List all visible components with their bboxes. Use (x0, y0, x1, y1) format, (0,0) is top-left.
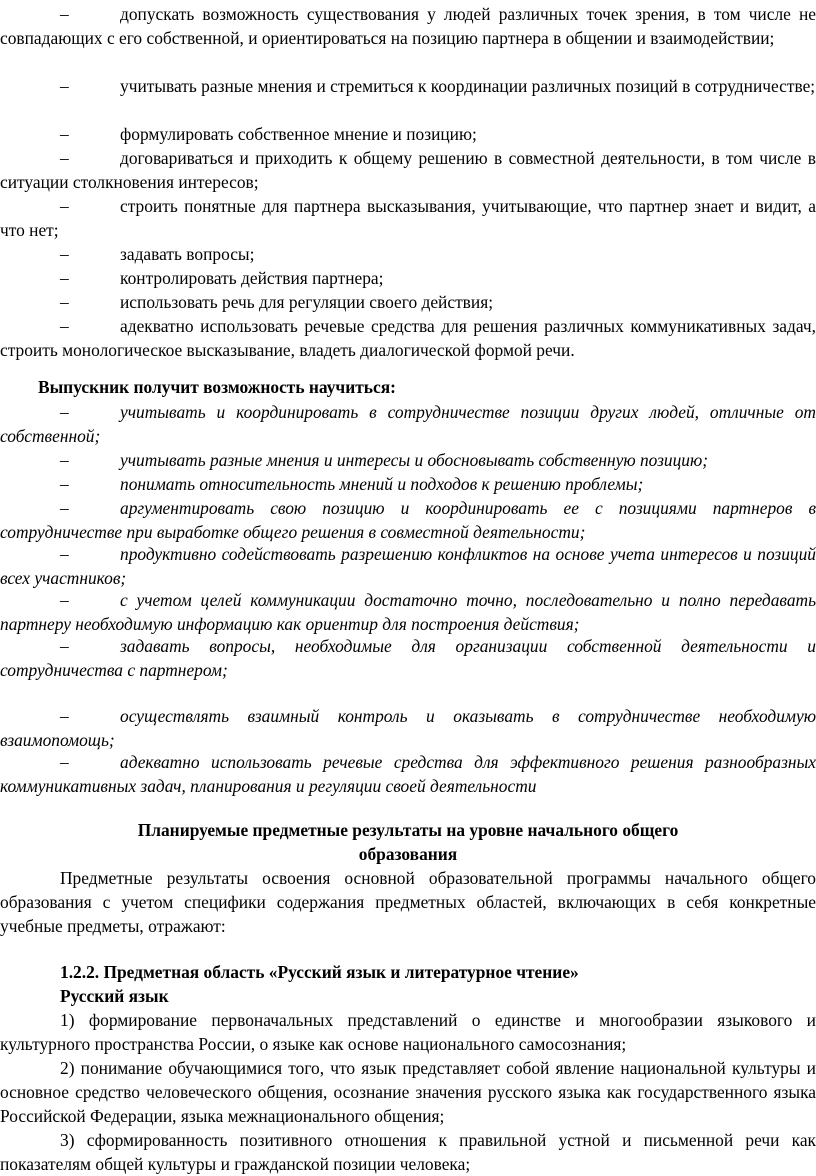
dash-marker: – (60, 636, 69, 656)
subject-heading: Русский язык (60, 986, 169, 1006)
dash-marker: – (60, 590, 69, 610)
dash-marker: – (60, 498, 69, 518)
dash-marker: – (60, 316, 69, 336)
intro-paragraph: Предметные результаты освоения основной образовательной программы начального общего образования с учетом специфики содержания предметных областей, включающих в себя конкретные учебные предметы, отражают: (0, 868, 816, 936)
result-item: 3) сформированность позитивного отношения к правильной устной и письменной речи как показателям общей культуры и гражданской позиции человека; (0, 1130, 816, 1174)
section-title-line-1: Планируемые предметные результаты на уровне начального общего (137, 820, 679, 840)
list-item: – учитывать и координировать в сотрудничестве позиции других людей, отличные от собственной; (0, 402, 816, 446)
dash-marker: – (60, 450, 69, 470)
dash-marker: – (60, 4, 69, 24)
dash-marker: – (60, 124, 69, 144)
dash-marker: – (60, 268, 69, 288)
list-item: – учитывать разные мнения и стремиться к координации различных позиций в сотрудничестве; (0, 74, 816, 98)
section-title-line-2: образования (358, 844, 458, 864)
list-item: – использовать речь для регуляции своего действия; (0, 290, 816, 314)
dash-marker: – (60, 402, 69, 422)
dash-marker: – (60, 752, 69, 772)
list-item: – договариваться и приходить к общему решению в совместной деятельности, в том числе в ситуации столкновения интересов; (0, 148, 816, 192)
dash-marker: – (60, 292, 69, 312)
result-item: 1) формирование первоначальных представлений о единстве и многообразии языкового и культурного пространства России, о языке как основе национального самосознания; (0, 1010, 816, 1054)
opportunity-heading: Выпускник получит возможность научиться: (38, 377, 396, 397)
dash-marker: – (60, 76, 69, 96)
list-item: – контролировать действия партнера; (0, 266, 816, 290)
list-item: – с учетом целей коммуникации достаточно точно, последовательно и полно передавать партнеру необходимую информацию как ориентир для построения действия; (0, 590, 816, 634)
list-item: – формулировать собственное мнение и позицию; (0, 122, 816, 146)
list-item: – адекватно использовать речевые средства для решения различных коммуникативных задач, строить монологическое высказывание, владеть диалогической формой речи. (0, 316, 816, 360)
result-item: 2) понимание обучающимися того, что язык представляет собой явление национальной культуры и основное средство человеческого общения, осознание значения русского языка как государственного языка Российской Федерации, языка межнационального общения; (0, 1058, 816, 1126)
dash-marker: – (60, 474, 69, 494)
list-item: – задавать вопросы, необходимые для организации собственной деятельности и сотрудничества с партнером; (0, 636, 816, 680)
dash-marker: – (60, 196, 69, 216)
dash-marker: – (60, 148, 69, 168)
list-item: – задавать вопросы; (0, 242, 816, 266)
list-item: – строить понятные для партнера высказывания, учитывающие, что партнер знает и видит, а что нет; (0, 196, 816, 240)
dash-marker: – (60, 544, 69, 564)
list-item: – адекватно использовать речевые средства для эффективного решения разнообразных коммуникативных задач, планирования и регуляции своей деятельности (0, 752, 816, 796)
list-item: – аргументировать свою позицию и координировать ее с позициями партнеров в сотрудничестве при выработке общего решения в совместной деятельности; (0, 498, 816, 542)
list-item: – понимать относительность мнений и подходов к решению проблемы; (0, 472, 816, 496)
list-item: – осуществлять взаимный контроль и оказывать в сотрудничестве необходимую взаимопомощь; (0, 706, 816, 750)
list-item: – продуктивно содействовать разрешению конфликтов на основе учета интересов и позиций всех участников; (0, 544, 816, 588)
list-item: – допускать возможность существования у людей различных точек зрения, в том числе не совпадающих с его собственной, и ориентироваться на позицию партнера в общении и взаимодействии; (0, 4, 816, 48)
list-item: – учитывать разные мнения и интересы и обосновывать собственную позицию; (0, 448, 816, 472)
dash-marker: – (60, 706, 69, 726)
dash-marker: – (60, 244, 69, 264)
subject-area-heading: 1.2.2. Предметная область «Русский язык и литературное чтение» (60, 962, 579, 982)
